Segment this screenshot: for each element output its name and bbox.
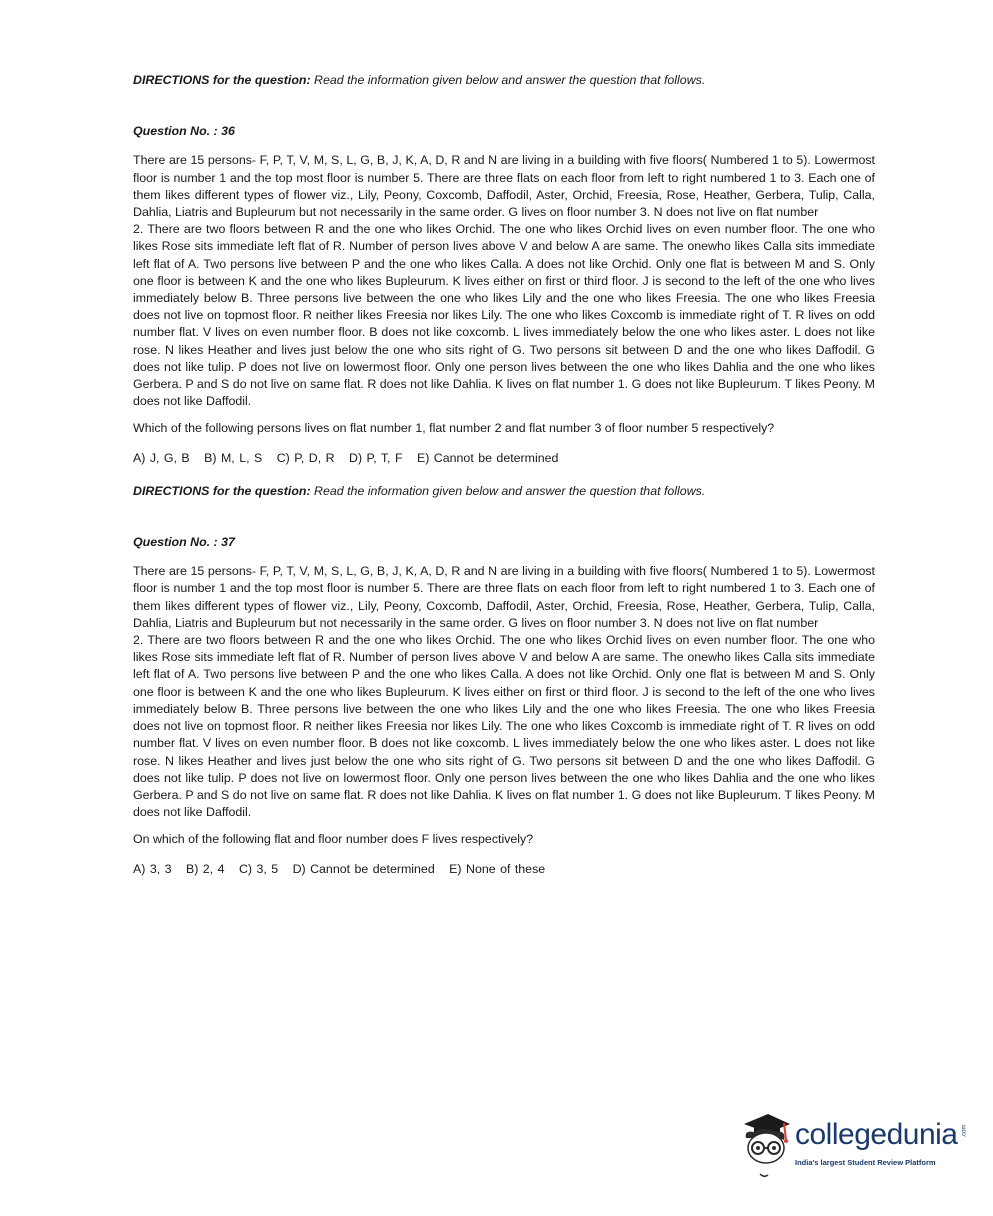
- q37-question-text: On which of the following flat and floor number does F lives respectively?: [133, 832, 534, 847]
- q36-option-a[interactable]: A) J, G, B: [133, 450, 190, 465]
- q37-passage-part2: 2. There are two floors between R and the one who likes Orchid. The one who likes Orchid lives on even number floor. The one who likes Rose sits immediate left flat of R. Number of person lives above V and below A are same. The onewho likes Calla sits immediate left flat of A. Two persons live between P and the one who likes Calla. A does not like Orchid. Only one flat is between M and S. Only one floor is between K and the one who likes Bupleurum. K lives either on first or third floor. J is second to the left of the one who lives immediately below B. Three persons live between the one who likes Lily and the one who likes Freesia. The one who likes Freesia does not live on topmost floor. R neither likes Freesia nor likes Lily. The one who likes Coxcomb is immediate right of T. R lives on odd number flat. V lives on even number floor. B does not like coxcomb. L lives immediately below the one who likes aster. L does not like rose. N likes Heather and lives just below the one who sits right of G. Two persons sit between D and the one who likes Daffodil. G does not like tulip. P does not live on lowermost floor. Only one person lives between the one who likes Dahlia and the one who likes Gerbera. P and S do not live on same flat. R does not like Dahlia. K lives on flat number 1. G does not like Bupleurum. T likes Peony. M does not like Daffodil.: [133, 633, 875, 820]
- q36-question-text: Which of the following persons lives on flat number 1, flat number 2 and flat number 3 of floor number 5 respectively?: [133, 421, 775, 436]
- document-page: [133, 72, 875, 894]
- question-number-37: Question No. : 37: [133, 535, 235, 550]
- student-mascot-icon: [740, 1108, 792, 1180]
- directions-q37: [133, 483, 875, 500]
- q37-options: [133, 861, 875, 878]
- q36-option-d[interactable]: D) P, T, F: [349, 450, 403, 465]
- q37-option-e[interactable]: E) None of these: [449, 861, 546, 876]
- question-number-36: Question No. : 36: [133, 124, 235, 139]
- q36-option-c[interactable]: C) P, D, R: [276, 450, 335, 465]
- directions-text: Read the information given below and answer the question that follows.: [310, 73, 706, 87]
- directions-q36: [133, 72, 875, 89]
- q36-passage-part1: There are 15 persons- F, P, T, V, M, S, L, G, B, J, K, A, D, R and N are living in a building with five floors( Numbered 1 to 5). Lowermost floor is number 1 and the top most floor is number 5. There are three flats on each floor from left to right numbered 1 to 3. Each one of them likes different types of flower viz., Lily, Peony, Coxcomb, Daffodil, Aster, Orchid, Freesia, Rose, Heather, Gerbera, Tulip, Calla, Dahlia, Liatris and Bupleurum but not necessarily in the same order. G lives on floor number 3. N does not live on flat number: [133, 153, 875, 220]
- q36-options: [133, 450, 875, 467]
- brand-name: collegedunia: [795, 1118, 958, 1151]
- q37-option-b[interactable]: B) 2, 4: [185, 861, 225, 876]
- directions-label: DIRECTIONS for the question:: [133, 73, 311, 87]
- q37-option-a[interactable]: A) 3, 3: [133, 861, 172, 876]
- q37-option-d[interactable]: D) Cannot be determined: [292, 861, 435, 876]
- q36-passage-part2: 2. There are two floors between R and the one who likes Orchid. The one who likes Orchid lives on even number floor. The one who likes Rose sits immediate left flat of R. Number of person lives above V and below A are same. The onewho likes Calla sits immediate left flat of A. Two persons live between P and the one who likes Calla. A does not like Orchid. Only one flat is between M and S. Only one floor is between K and the one who likes Bupleurum. K lives either on first or third floor. J is second to the left of the one who lives immediately below B. Three persons live between the one who likes Lily and the one who likes Freesia. The one who likes Freesia does not live on topmost floor. R neither likes Freesia nor likes Lily. The one who likes Coxcomb is immediate right of T. R lives on odd number flat. V lives on even number floor. B does not like coxcomb. L lives immediately below the one who likes aster. L does not like rose. N likes Heather and lives just below the one who sits right of G. Two persons sit between D and the one who likes Daffodil. G does not like tulip. P does not live on lowermost floor. Only one person lives between the one who likes Dahlia and the one who likes Gerbera. P and S do not live on same flat. R does not like Dahlia. K lives on flat number 1. G does not like Bupleurum. T likes Peony. M does not like Daffodil.: [133, 222, 875, 409]
- directions-text: Read the information given below and answer the question that follows.: [310, 483, 706, 498]
- q37-passage-part1: There are 15 persons- F, P, T, V, M, S, L, G, B, J, K, A, D, R and N are living in a building with five floors( Numbered 1 to 5). Lowermost floor is number 1 and the top most floor is number 5. There are three flats on each floor from left to right numbered 1 to 3. Each one of them likes different types of flower viz., Lily, Peony, Coxcomb, Daffodil, Aster, Orchid, Freesia, Rose, Heather, Gerbera, Tulip, Calla, Dahlia, Liatris and Bupleurum but not necessarily in the same order. G lives on floor number 3. N does not live on flat number: [133, 564, 875, 630]
- directions-label: DIRECTIONS for the question:: [133, 483, 311, 498]
- q36-option-b[interactable]: B) M, L, S: [204, 450, 263, 465]
- q36-option-e[interactable]: E) Cannot be determined: [416, 450, 559, 465]
- brand-domain: .com: [961, 1124, 968, 1138]
- q37-option-c[interactable]: C) 3, 5: [238, 861, 279, 876]
- collegedunia-logo: [740, 1108, 970, 1183]
- brand-tagline: India's largest Student Review Platform: [795, 1158, 936, 1167]
